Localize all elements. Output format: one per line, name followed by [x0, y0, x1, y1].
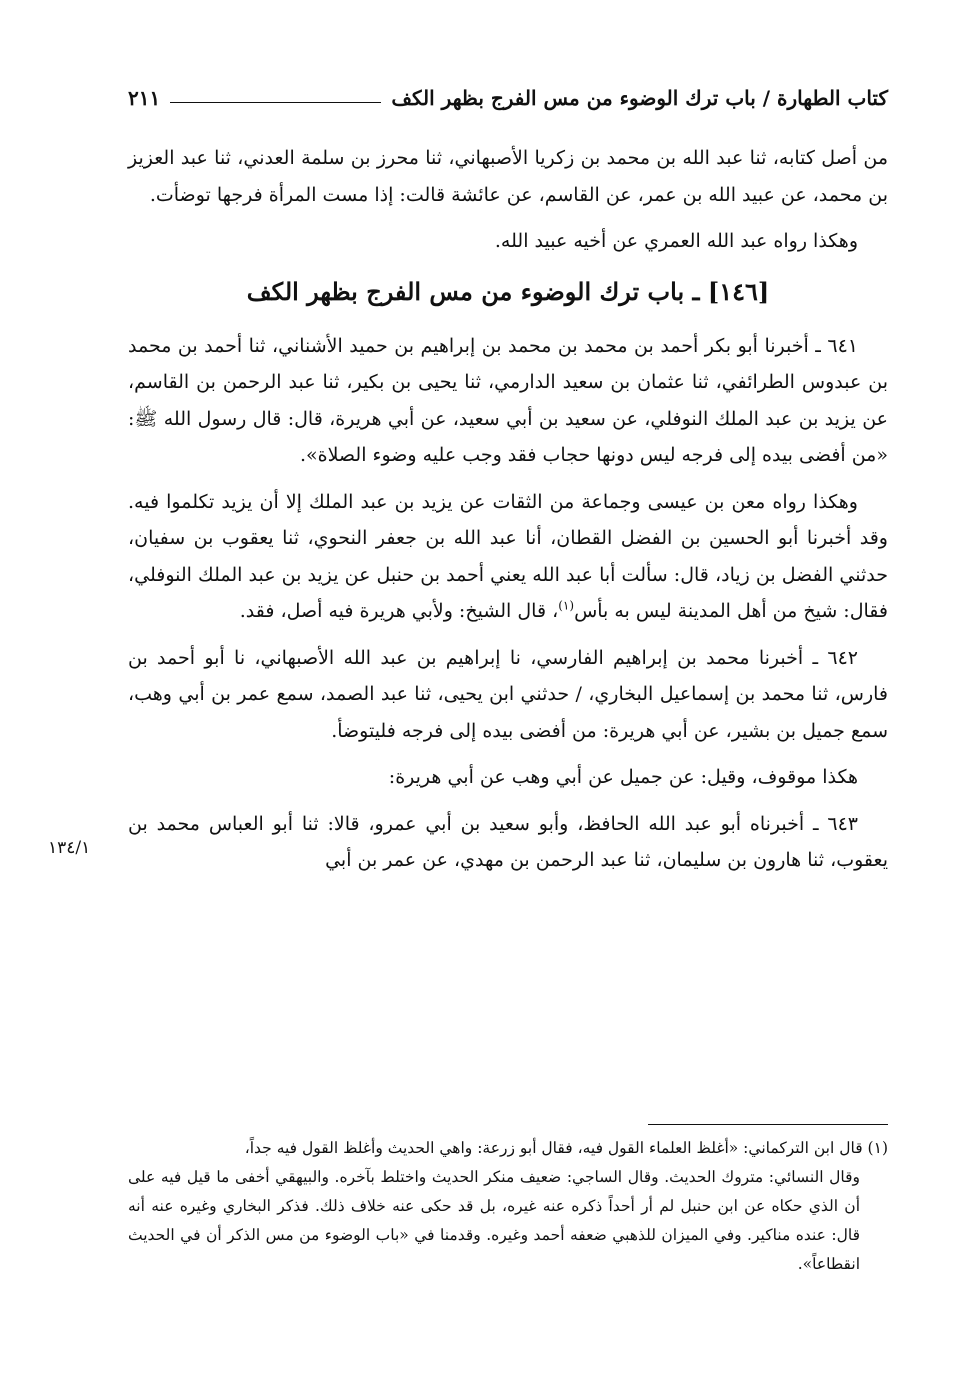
- footnote: [128, 1134, 888, 1279]
- chapter-heading: [١٤٦] ـ باب ترك الوضوء من مس الفرج بظهر الكف: [246, 276, 770, 306]
- footnote-line-1: (١) قال ابن التركماني: «أغلظ العلماء القول فيه، فقال أبو زرعة: واهي الحديث وأغلظ القول فيه جداً،: [244, 1139, 888, 1157]
- footnote-continuation: وقال النسائي: متروك الحديث. وقال الساجي: ضعيف منكر الحديث واختلط بآخره. والبيهقي أخفى ما قيل فيه على أن الذي حكاه عن ابن حنبل لم أر أحداً ذكره عنه غيره، بل قد حكى عنه خلاف ذلك. فذكر البخاري وغيره عنه أنه قال: عنده مناكير. وفي الميزان للذهبي ضعفه أحمد وغيره. وقدمنا في «باب الوضوء من مس الذكر أن في الحديث انقطاعاً».: [128, 1168, 860, 1273]
- footnote-marker: (١): [558, 598, 575, 613]
- running-title: كتاب الطهارة / باب ترك الوضوء من مس الفرج بظهر الكف: [391, 86, 888, 110]
- paragraph-mawquf-note: هكذا موقوف، وقيل: عن جميل عن أبي وهب عن أبي هريرة:: [388, 766, 858, 788]
- main-text: [128, 140, 888, 889]
- hadith-641: ٦٤١ ـ أخبرنا أبو بكر أحمد بن محمد بن محمد بن إبراهيم بن حميد الأشناني، ثنا أحمد بن محمد بن عبدوس الطرائفي، ثنا عثمان بن سعيد الدارمي، ثنا يحيى بن بكير، ثنا عبد الرحمن بن القاسم، عن يزيد بن عبد الملك النوفلي، عن سعيد بن أبي سعيد، عن أبي هريرة، قال: قال رسول الله ﷺ: «من أفضى بيده إلى فرجه ليس دونها حجاب فقد وجب عليه وضوء الصلاة».: [128, 334, 888, 466]
- paragraph-note: وهكذا رواه عبد الله العمري عن أخيه عبيد الله.: [494, 230, 858, 252]
- paragraph-commentary: [128, 484, 888, 630]
- hadith-642: ٦٤٢ ـ أخبرنا محمد بن إبراهيم الفارسي، نا إبراهيم بن عبد الله الأصبهاني، نا أبو أحمد بن فارس، ثنا محمد بن إسماعيل البخاري، / حدثني ابن يحيى، ثنا عبد الصمد، سمع عمر بن أبي وهب، سمع جميل بن بشير، عن أبي هريرة: من أفضى بيده إلى فرجه فليتوضأ.: [128, 646, 888, 742]
- paragraph-continuation: من أصل كتابه، ثنا عبد الله بن محمد بن زكريا الأصبهاني، ثنا محرز بن سلمة العدني، ثنا عبد العزيز بن محمد، عن عبيد الله بن عمر، عن القاسم، عن عائشة قالت: إذا مست المرأة فرجها توضأت.: [128, 147, 888, 206]
- hadith-643: ٦٤٣ ـ أخبرناه أبو عبد الله الحافظ، وأبو سعيد بن أبي عمرو، قالا: ثنا أبو العباس محمد بن يعقوب، ثنا هارون بن سليمان، ثنا عبد الرحمن بن مهدي، عن عمر بن أبي: [128, 812, 888, 871]
- footnote-separator: [648, 1124, 888, 1125]
- header-rule: [170, 102, 381, 103]
- commentary-text-end: ، قال الشيخ: ولأبي هريرة فيه أصل، فقد.: [239, 600, 559, 622]
- page-number: ٢١١: [128, 86, 161, 110]
- commentary-text: وهكذا رواه معن بن عيسى وجماعة من الثقات عن يزيد بن عبد الملك إلا أن يزيد تكلموا فيه. وقد أخبرنا أبو الحسين بن الفضل القطان، أنا عبد الله بن جعفر النحوي، ثنا يعقوب بن سفيان، حدثني الفضل بن زياد، قال: سألت أبا عبد الله يعني أحمد بن حنبل عن يزيد بن عبد الملك النوفلي، فقال: شيخ من أهل المدينة ليس به بأس: [128, 490, 888, 622]
- manuscript-folio-note: ١٣٤/١: [48, 838, 91, 858]
- running-header: [128, 78, 888, 118]
